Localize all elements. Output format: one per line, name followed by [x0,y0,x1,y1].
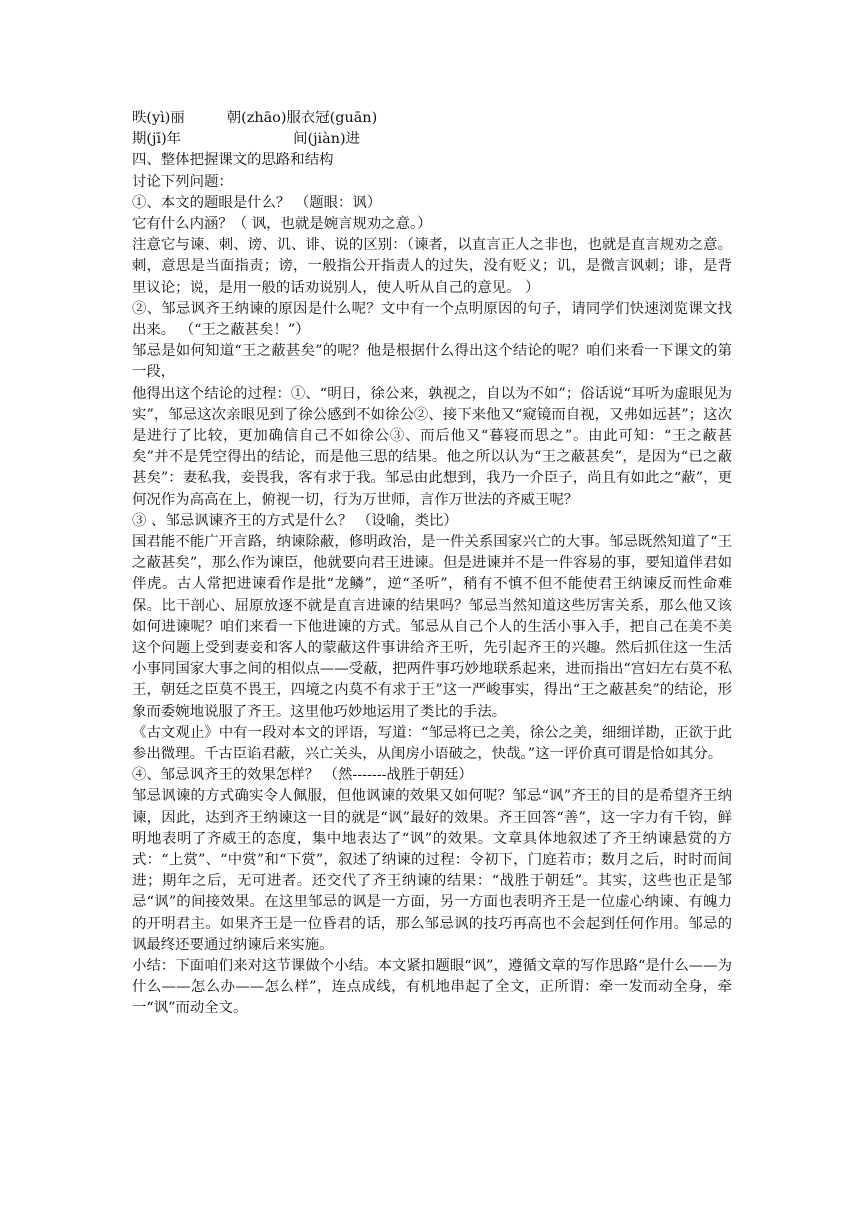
pinyin-line-1 [132,108,732,129]
pinyin-word: 昳(yì)丽 [132,110,185,126]
pinyin-line-2 [132,129,732,150]
question-2: ②、邹忌讽齐王纳谏的原因是什么呢？文中有一个点明原因的句子，请同学们快速浏览课文找出来。 （“王之蔽甚矣！”） [132,300,732,338]
question-3-analysis: 国君能不能广开言路，纳谏除蔽，修明政治，是一件关系国家兴亡的大事。邹忌既然知道了“王之蔽甚矣”，那么作为谏臣，他就要向君王进谏。但是进谏并不是一件容易的事，要知道伴君如伴虎。古人常把进谏看作是批“龙鳞”，逆“圣听”，稍有不慎不但不能使君王纳谏反而性命难保。比干剖心、屈原放逐不就是直言进谏的结果吗？邹忌当然知道这些厉害关系，那么他又该如何进谏呢？咱们来看一下他进谏的方式。邹忌从自己个人的生活小事入手，把自己在美不美这个问题上受到妻妾和客人的蒙蔽这件事讲给齐王听，先引起齐王的兴趣。然后抓住这一生活小事同国家大事之间的相似点——受蔽，把两件事巧妙地联系起来，进而指出“宫妇左右莫不私王，朝廷之臣莫不畏王，四境之内莫不有求于王”这一严峻事实，得出“王之蔽甚矣”的结论，形象而委婉地说服了齐王。这里他巧妙地运用了类比的手法。 [132,533,732,720]
pinyin-word: 朝(zhāo)服衣冠(guān) [226,110,378,126]
question-3-quote: 《古文观止》中有一段对本文的评语，写道：“邹忌将已之美，徐公之美，细细详勘，正欲于此参出微理。千古臣谄君蔽，兴亡关头，从闺房小语破之，快哉。”这一评价真可谓是恰如其分。 [132,724,732,762]
question-3: ③ 、邹忌讽谏齐王的方式是什么？ （设喻，类比） [132,512,458,529]
question-1: ①、本文的题眼是什么？ （题眼：讽） [132,194,382,211]
question-2-analysis: 他得出这个结论的过程：①、“明日，徐公来，孰视之，自以为不如”；俗话说“耳听为虚眼见为实”，邹忌这次亲眼见到了徐公感到不如徐公②、接下来他又“窥镜而自视，又弗如远甚”；这次是进行了比较，更加确信自己不如徐公③、而后他又“暮寝而思之”。由此可知：“王之蔽甚矣”并不是凭空得出的结论，而是他三思的结果。他之所以认为“王之蔽甚矣”，是因为“已之蔽甚矣”：妻私我，妾畏我，客有求于我。邹忌由此想到，我乃一介臣子，尚且有如此之“蔽”，更何况作为高高在上，俯视一切，行为万世师，言作万世法的齐威王呢？ [132,385,732,508]
pinyin-word: 期(jī)年 [132,131,182,148]
section-heading: 四、整体把握课文的思路和结构 [132,152,334,169]
discussion-intro: 讨论下列问题： [132,173,233,190]
question-1-note: 注意它与谏、刺、谤、讥、诽、说的区别：（谏者，以直言正人之非也，也就是直言规劝之意。刺，意思是当面指责；谤，一般指公开指责人的过失，没有贬义；讥，是微言讽刺；诽，是背里议论；说，是用一般的话劝说别人，使人听从自己的意见。 ） [132,237,732,296]
question-4: ④、邹忌讽齐王的效果怎样？ （然-------战胜于朝廷） [132,767,473,784]
question-1-meaning: 它有什么内涵？（ 讽，也就是婉言规劝之意。） [132,215,432,232]
question-2-followup: 邹忌是如何知道“王之蔽甚矣”的呢？他是根据什么得出这个结论的呢？咱们来看一下课文的第一段， [132,343,732,381]
document-body [132,108,732,1020]
question-4-analysis: 邹忌讽谏的方式确实令人佩服，但他讽谏的效果又如何呢？邹忌“讽”齐王的目的是希望齐王纳谏，因此，达到齐王纳谏这一目的就是“讽”最好的效果。齐王回答“善”，这一字力有千钧，鲜明地表明了齐威王的态度，集中地表达了“讽”的效果。文章具体地叙述了齐王纳谏悬赏的方式：“上赏”、“中赏”和“下赏”，叙述了纳谏的过程：令初下，门庭若市；数月之后，时时而间进；期年之后，无可进者。还交代了齐王纳谏的结果：“战胜于朝廷”。其实，这些也正是邹忌“讽”的间接效果。在这里邹忌的讽是一方面，另一方面也表明齐王是一位虚心纳谏、有魄力的开明君主。如果齐王是一位昏君的话，那么邹忌讽的技巧再高也不会起到任何作用。邹忌的讽最终还要通过纳谏后来实施。 [132,788,732,953]
pinyin-word: 间(jiàn)进 [293,131,361,148]
summary-paragraph: 小结：下面咱们来对这节课做个小结。本文紧扣题眼“讽”，遵循文章的写作思路“是什么——为什么——怎么办——怎么样”，连点成线，有机地串起了全文，正所谓：牵一发而动全身，牵一“讽”而动全文。 [132,958,732,1017]
